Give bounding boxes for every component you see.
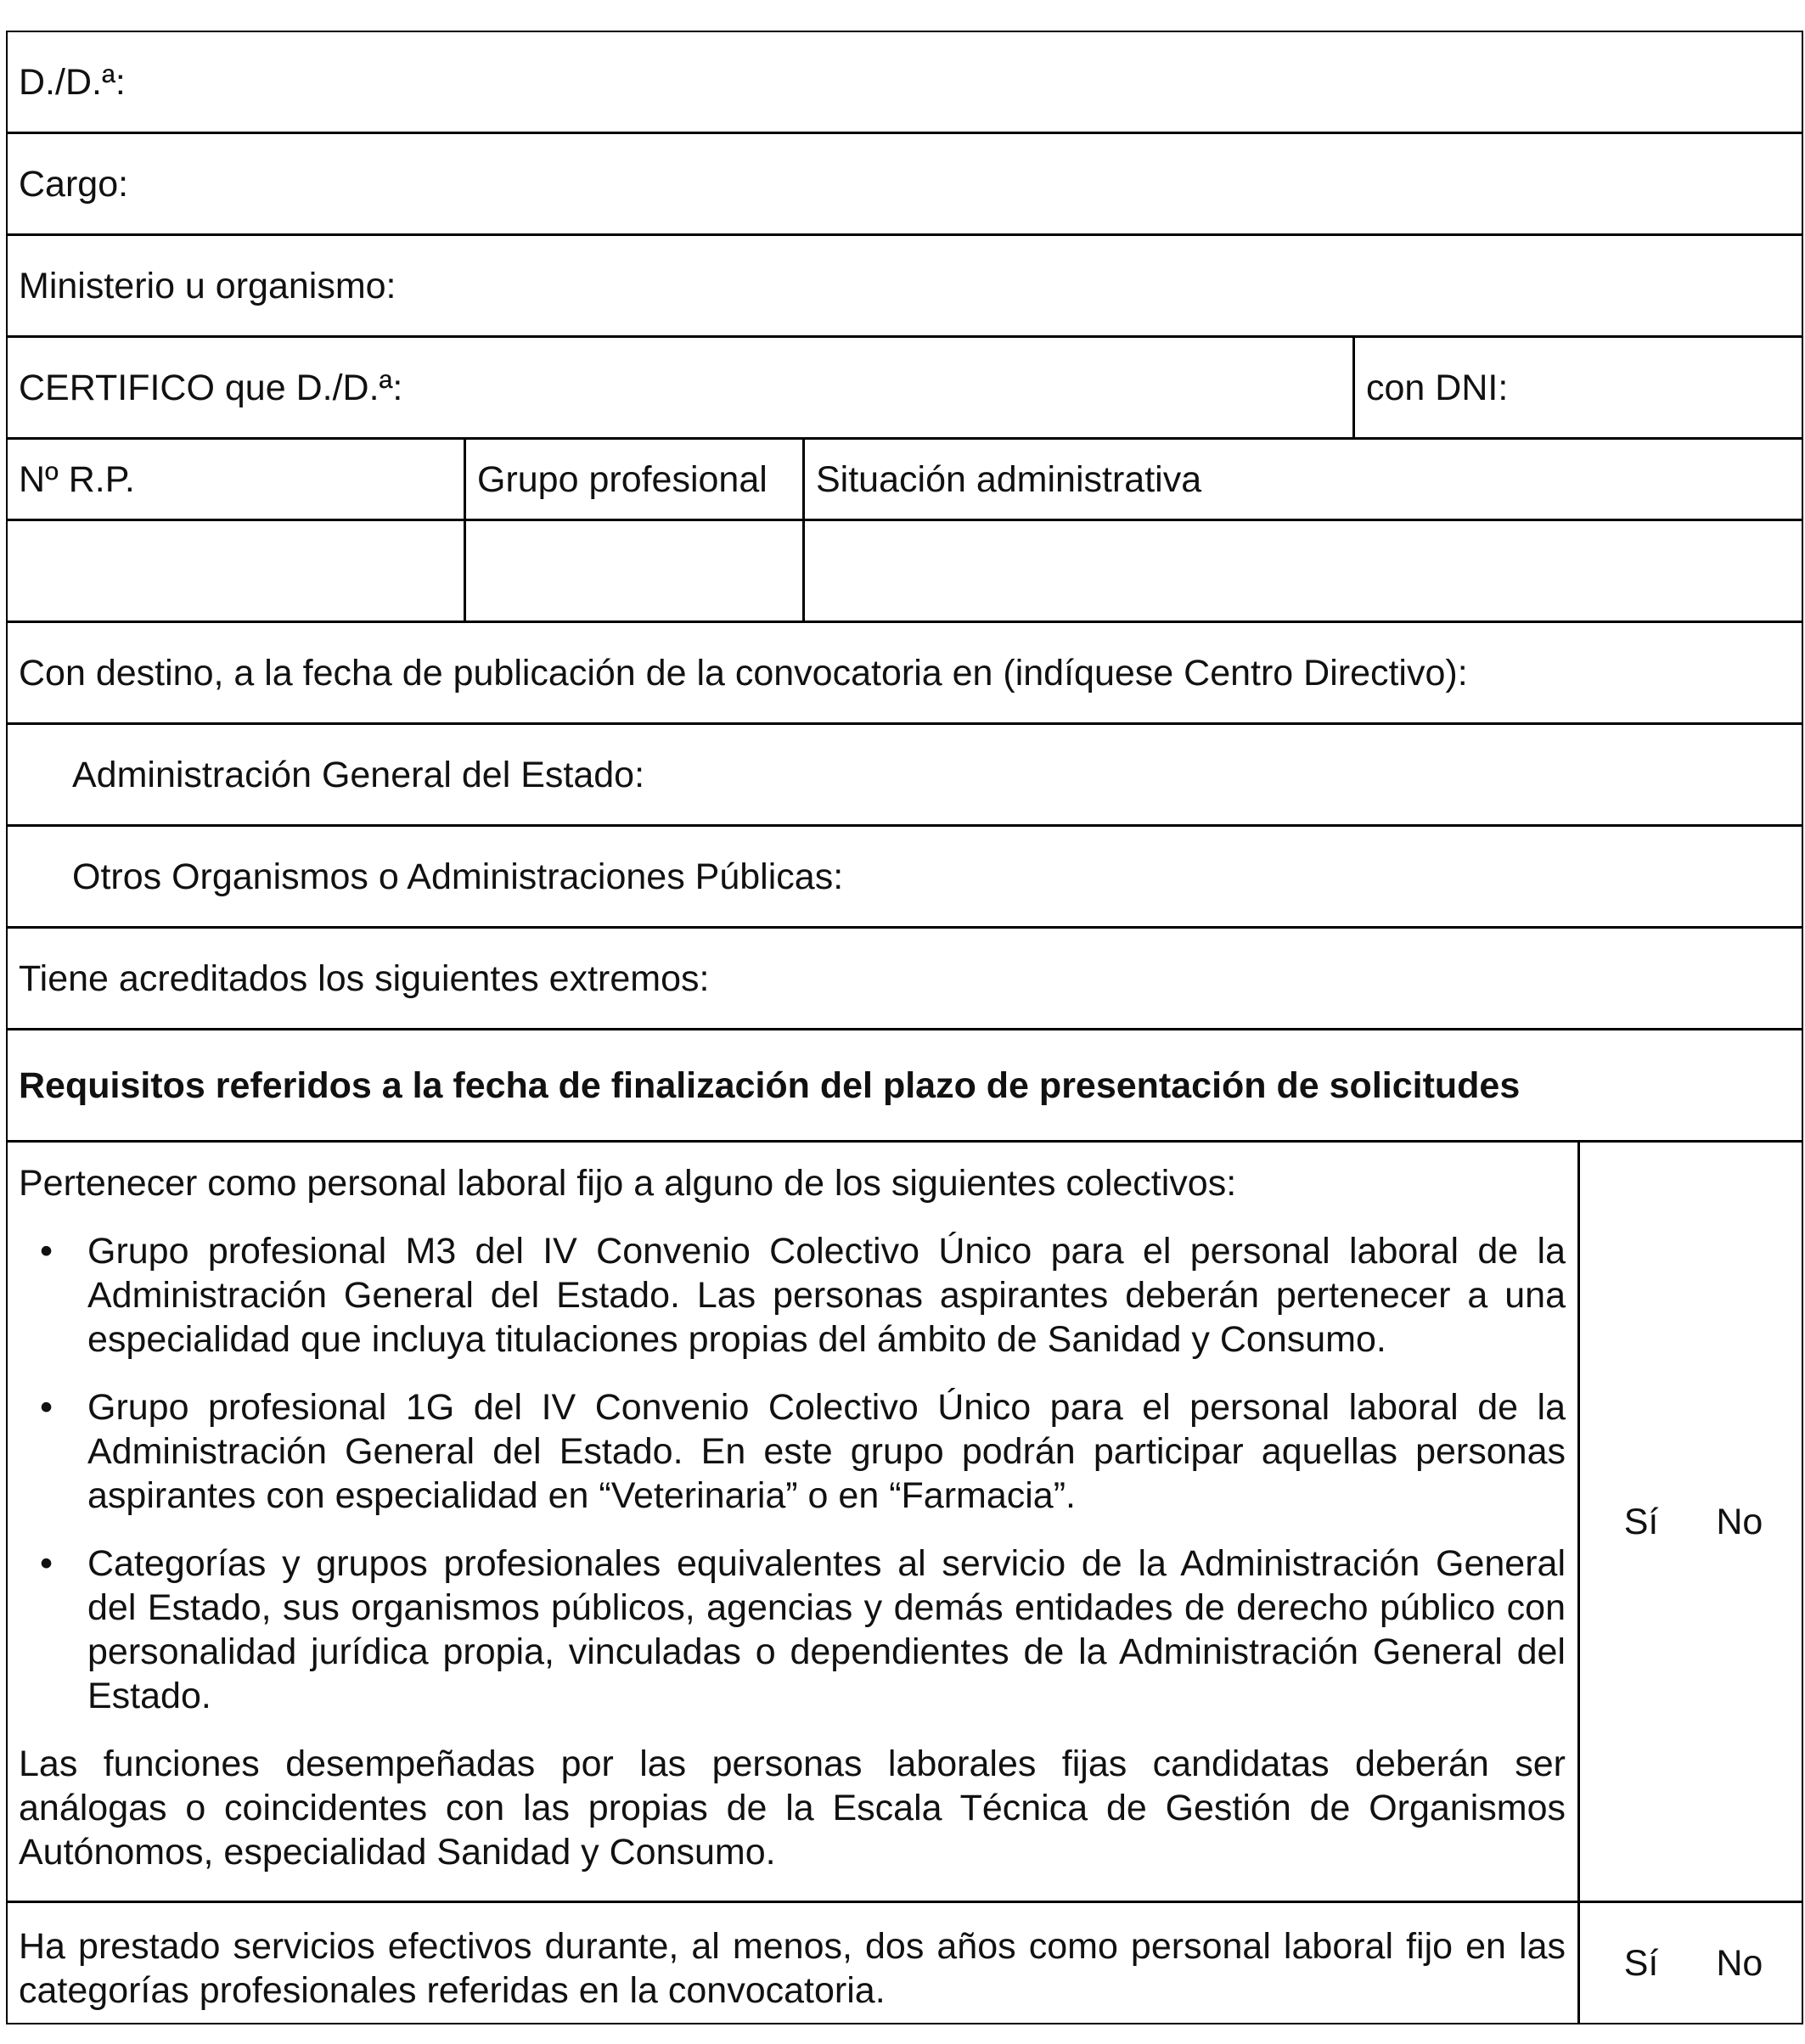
name-row[interactable] <box>6 31 1803 133</box>
grupo-header-cell <box>464 438 804 520</box>
destino-label: Con destino, a la fecha de publicación de la convocatoria en (indíquese Centro Directivo): <box>19 652 1468 694</box>
dni-cell[interactable] <box>1353 336 1803 439</box>
nrp-header: Nº R.P. <box>19 458 135 500</box>
requirement-1-bullet: • Categorías y grupos profesionales equivalentes al servicio de la Administración General del Estado, sus organismos públicos, agencias y demás entidades de derecho público con personalidad jurídica propia, vinculadas o dependientes de la Administración General del Estado. <box>19 1541 1566 1718</box>
requirement-1-intro: Pertenecer como personal laboral fijo a alguno de los siguientes colectivos: <box>19 1163 1237 1204</box>
tiene-acreditados-row <box>6 927 1803 1030</box>
situacion-header: Situación administrativa <box>816 458 1202 500</box>
requirement-1-bullet-list <box>19 1229 1566 1718</box>
tiene-acreditados-label: Tiene acreditados los siguientes extremos: <box>19 957 710 999</box>
grupo-header: Grupo profesional <box>477 458 768 500</box>
certifico-cell[interactable] <box>6 336 1354 439</box>
age-label: Administración General del Estado: <box>72 754 645 795</box>
requirement-2-answer-cell <box>1578 1901 1803 2024</box>
requirement-2-no-option[interactable]: No <box>1716 1942 1763 1984</box>
requirement-1-bullet: • Grupo profesional M3 del IV Convenio Colectivo Único para el personal laboral de la Administración General del Estado. Las personas aspirantes deberán pertenecer a una especialidad que incluya titulaciones propias del ámbito de Sanidad y Consumo. <box>19 1229 1566 1362</box>
dni-label: con DNI: <box>1366 367 1509 408</box>
otros-organismos-row[interactable] <box>6 825 1803 928</box>
grupo-value-cell[interactable] <box>464 519 804 622</box>
requirement-1-bullet: • Grupo profesional 1G del IV Convenio Colectivo Único para el personal laboral de la Administración General del Estado. En este grupo podrán participar aquellas personas aspirantes con especialidad en “Veterinaria” o en “Farmacia”. <box>19 1385 1566 1518</box>
ministerio-label: Ministerio u organismo: <box>19 265 396 306</box>
requirement-1-no-option[interactable]: No <box>1716 1501 1763 1542</box>
requirement-2-text-cell <box>6 1901 1579 2024</box>
certifico-label: CERTIFICO que D./D.ª: <box>19 367 403 408</box>
requirement-1-text-cell <box>6 1141 1579 1902</box>
destino-row <box>6 621 1803 724</box>
otros-organismos-label: Otros Organismos o Administraciones Públicas: <box>72 856 844 897</box>
requirement-1-yes-option[interactable]: Sí <box>1623 1501 1659 1542</box>
age-row[interactable] <box>6 723 1803 826</box>
situacion-header-cell <box>803 438 1803 520</box>
nrp-value-cell[interactable] <box>6 519 465 622</box>
requirement-2-text: Ha prestado servicios efectivos durante, al menos, dos años como personal laboral fijo en las categorías profesionales referidas en la convocatoria. <box>19 1926 1566 2011</box>
requisitos-heading-row <box>6 1029 1803 1142</box>
cargo-row[interactable] <box>6 132 1803 235</box>
cargo-label: Cargo: <box>19 163 129 205</box>
name-label: D./D.ª: <box>19 61 126 103</box>
nrp-header-cell <box>6 438 465 520</box>
situacion-value-cell[interactable] <box>803 519 1803 622</box>
requirement-1-answer-cell <box>1578 1141 1803 1902</box>
requisitos-heading: Requisitos referidos a la fecha de finalización del plazo de presentación de solicitudes <box>19 1064 1521 1106</box>
ministerio-row[interactable] <box>6 234 1803 337</box>
requirement-1-closing: Las funciones desempeñadas por las personas laborales fijas candidatas deberán ser análogas o coincidentes con las propias de la Escala Técnica de Gestión de Organismos Autónomos, especialidad Sanidad y Consumo. <box>19 1744 1566 1873</box>
requirement-2-yes-option[interactable]: Sí <box>1623 1942 1659 1984</box>
